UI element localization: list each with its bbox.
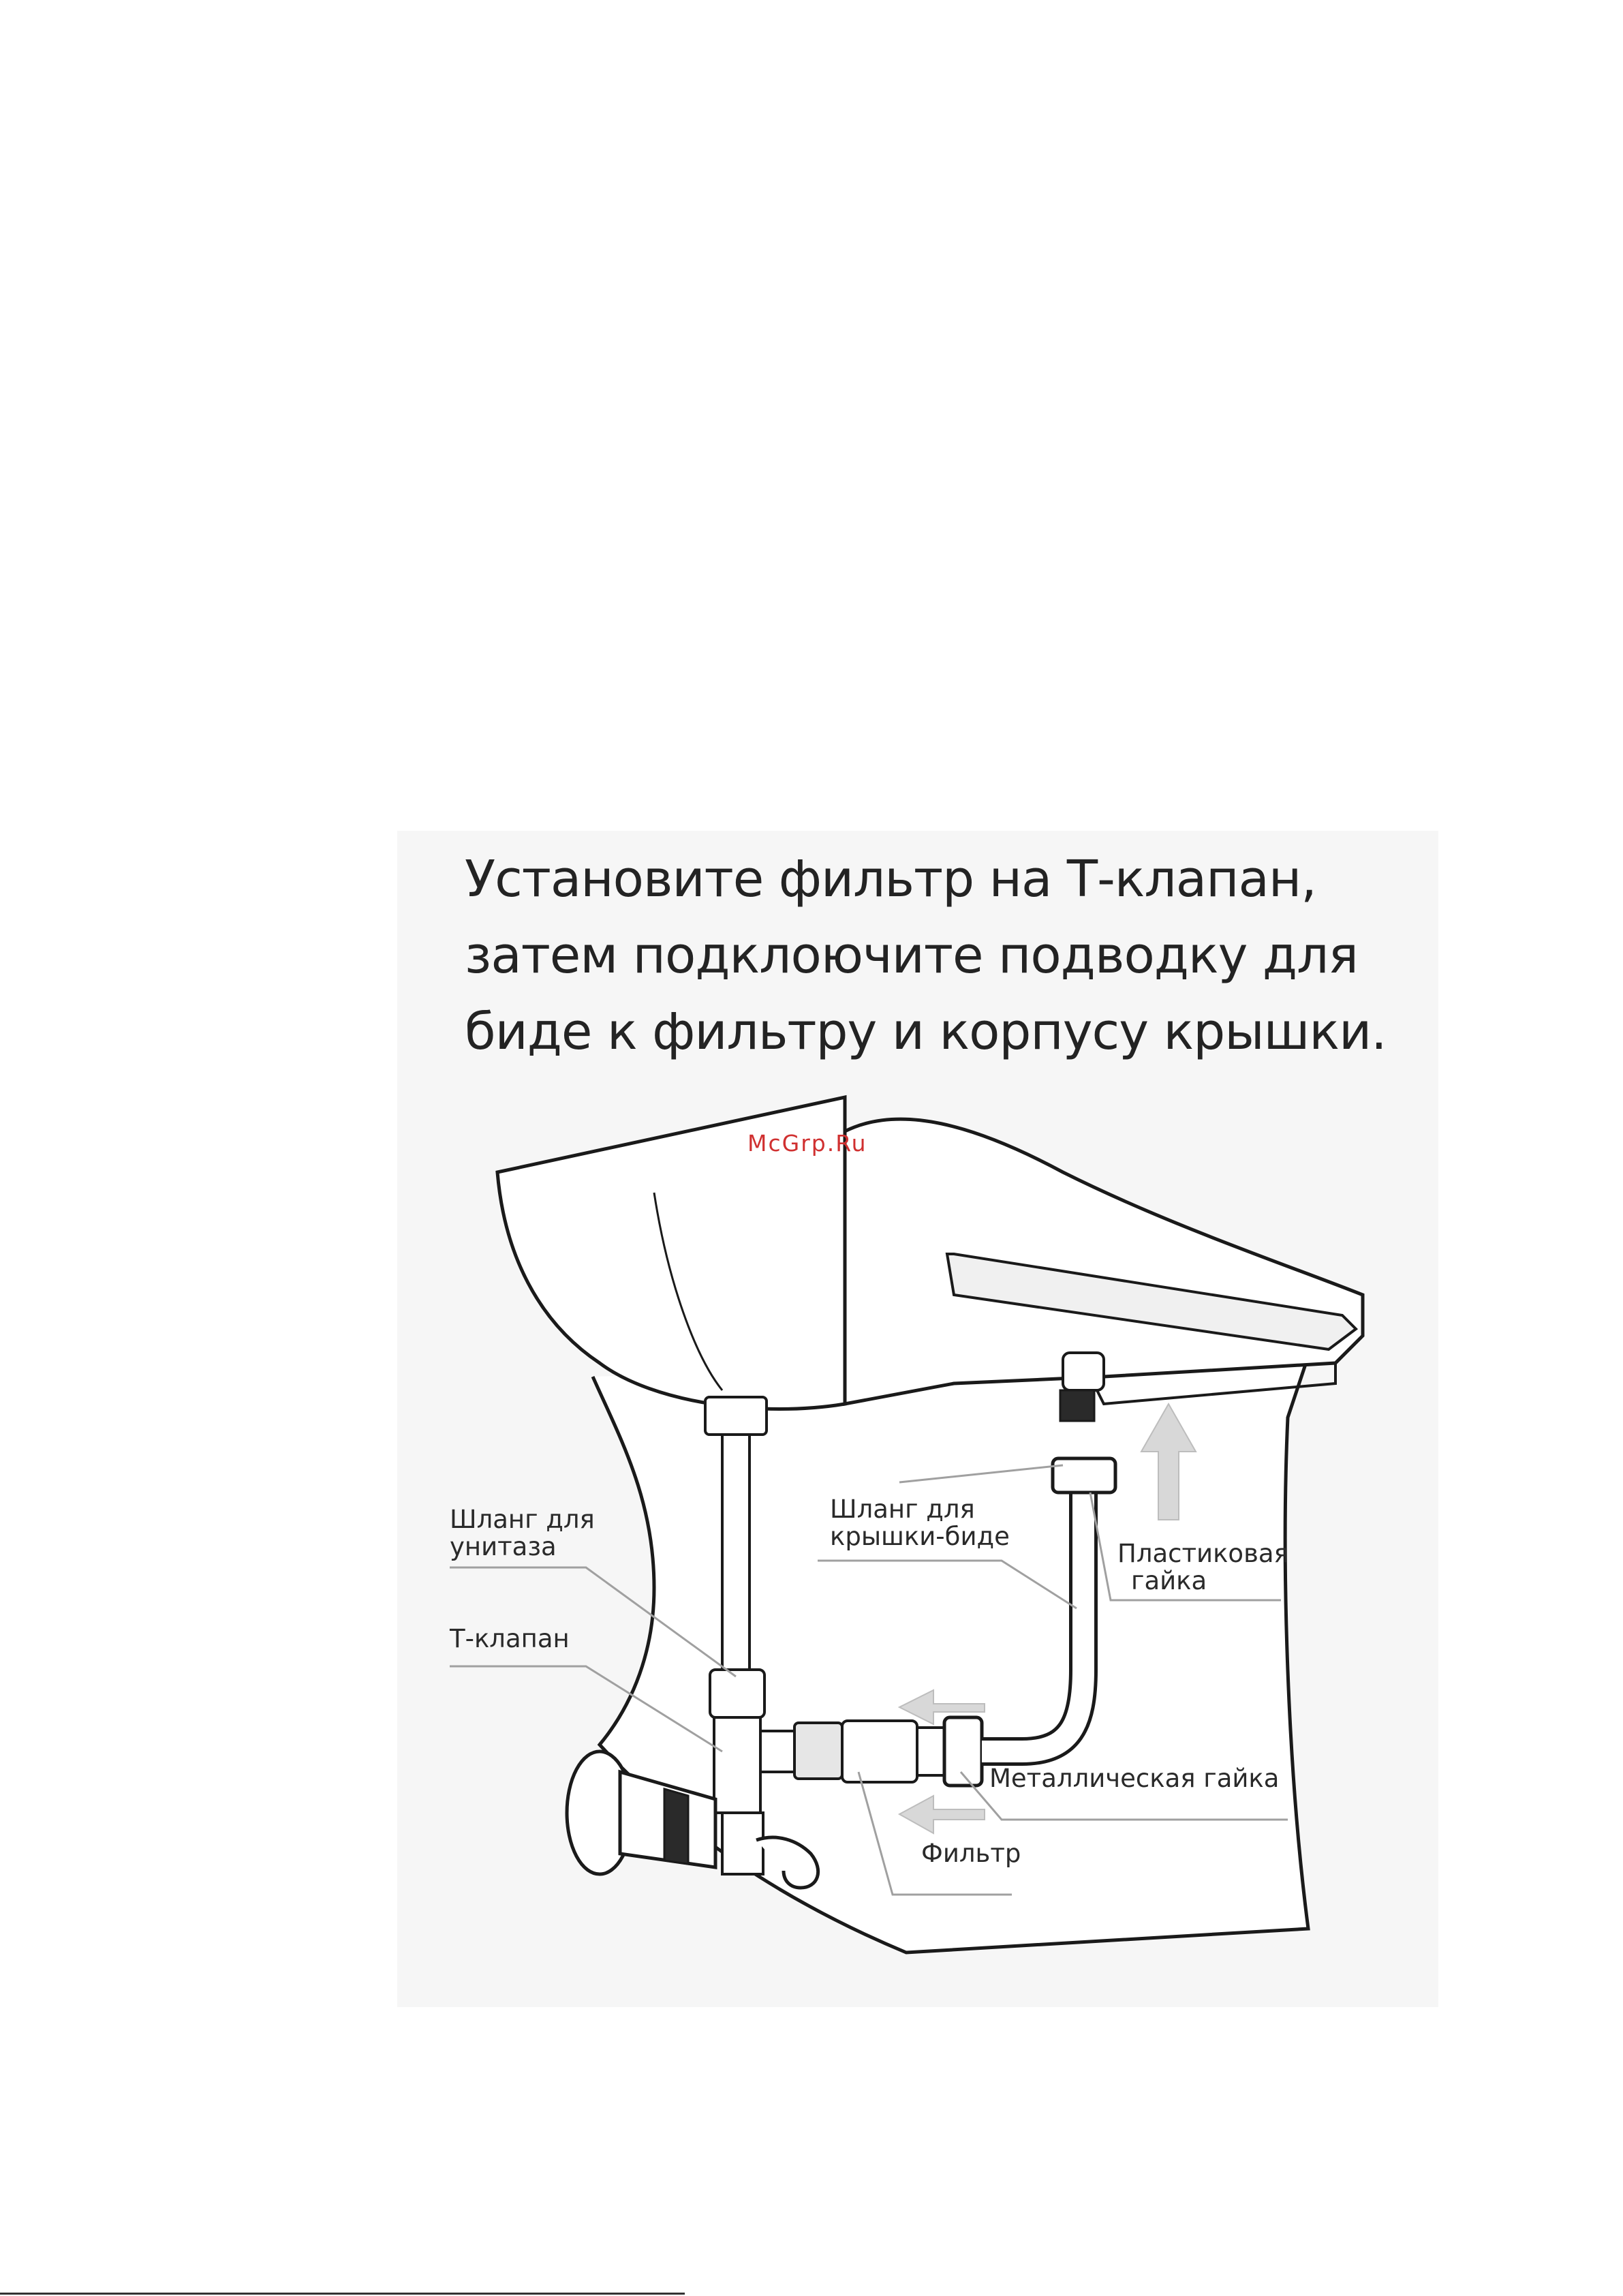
filter-thread [794, 1723, 842, 1779]
watermark: McGrp.Ru [747, 1130, 867, 1157]
installation-diagram [397, 831, 1438, 2007]
label-filter [921, 1840, 1021, 1867]
label-t-valve-text: Т-клапан [450, 1624, 570, 1653]
label-plastic-nut [1117, 1540, 1289, 1595]
label-plastic-nut-line-1: Пластиковая [1117, 1539, 1289, 1568]
label-bidet-hose-line-2: крышки-биде [830, 1522, 1010, 1551]
stop-valve-stem [722, 1813, 763, 1874]
instruction-title-line-2: затем подклоючите подводку для [465, 926, 1358, 985]
toilet-hose-nut-bottom [710, 1670, 764, 1717]
toilet-hose [722, 1435, 749, 1670]
stop-valve-thread [664, 1789, 688, 1864]
t-valve-body [714, 1717, 760, 1813]
label-metal-nut-text: Металлическая гайка [989, 1764, 1280, 1793]
instruction-title-line-1: Установите фильтр на Т-клапан, [465, 850, 1316, 908]
t-valve-side-outlet [760, 1731, 794, 1772]
label-toilet-hose-line-2: унитаза [450, 1532, 557, 1561]
footnote-rule [0, 2293, 685, 2295]
label-bidet-hose-line-1: Шланг для [830, 1495, 975, 1524]
label-toilet-hose-line-1: Шланг для [450, 1505, 595, 1534]
label-plastic-nut-line-2: гайка [1131, 1566, 1207, 1595]
label-filter-text: Фильтр [921, 1839, 1021, 1868]
bidet-inlet-elbow [1063, 1353, 1104, 1390]
filter-body [842, 1721, 917, 1782]
label-metal-nut [989, 1765, 1279, 1792]
toilet-hose-nut-top [705, 1397, 767, 1435]
label-t-valve [450, 1625, 570, 1653]
label-bidet-hose [830, 1496, 1010, 1550]
filter-tail [917, 1728, 944, 1775]
bidet-inlet-thread [1060, 1390, 1094, 1421]
plastic-nut [1053, 1458, 1115, 1493]
instruction-title-line-3: биде к фильтру и корпусу крышки. [465, 1002, 1387, 1061]
label-toilet-hose [450, 1506, 595, 1561]
